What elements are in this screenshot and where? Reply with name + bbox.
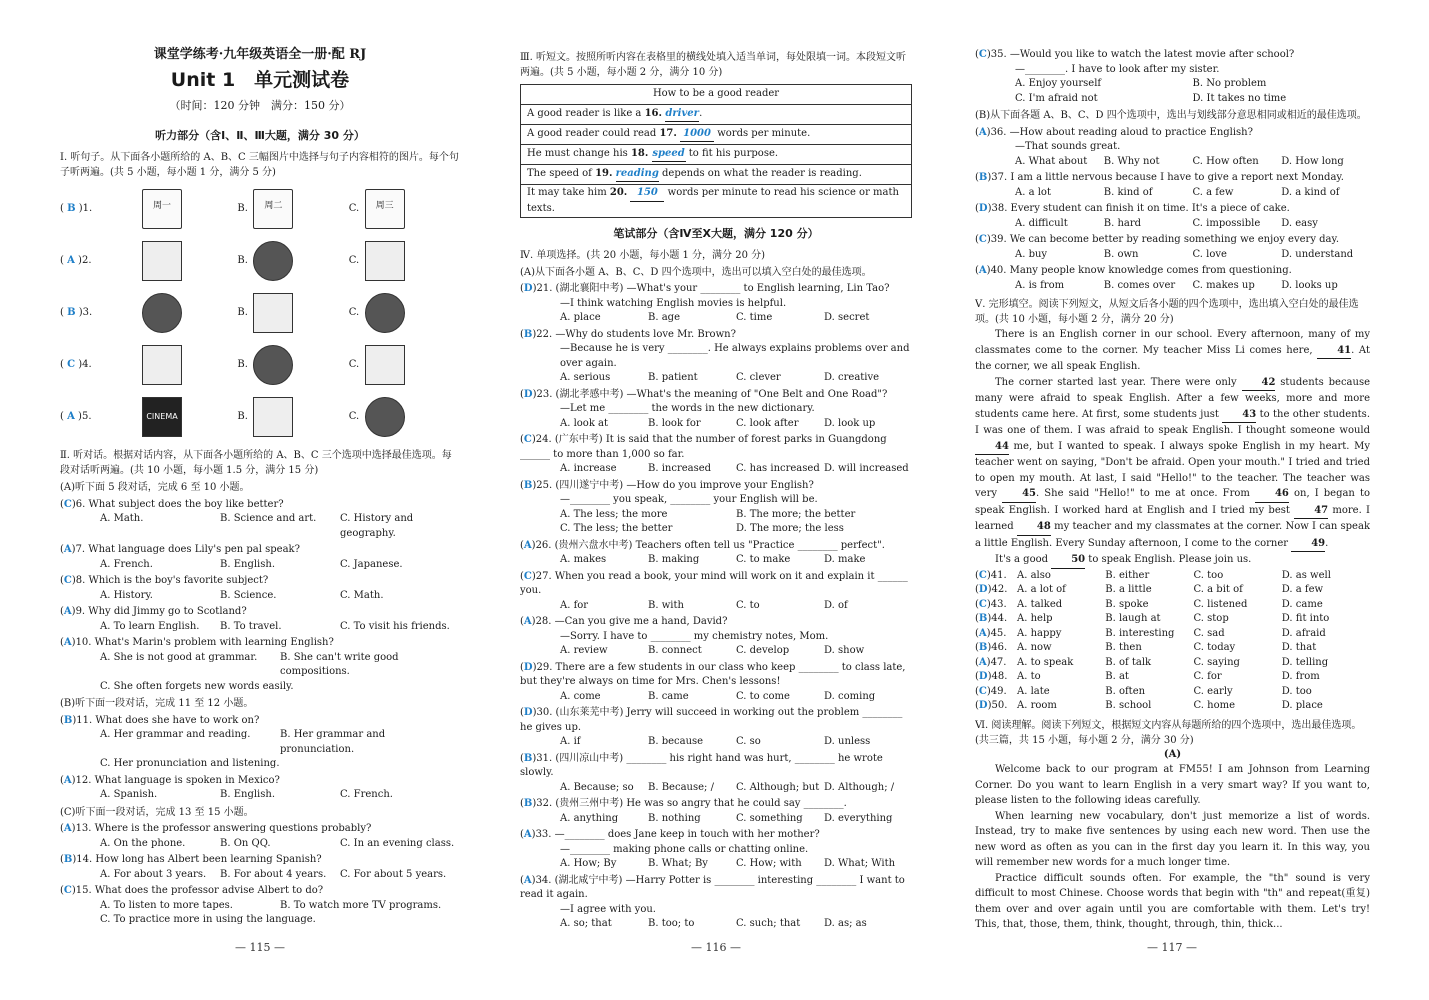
series-title: 课堂学练考·九年级英语全一册·配 RJ: [153, 47, 367, 62]
cloze-paragraph: There is an English corner in our school. Every afternoon, many of my classmates come to the corner. My teacher Miss Li comes here, 41. At the corner, we all speak English.: [975, 329, 1370, 372]
picture-option-image: 周二: [253, 189, 293, 229]
choice-question: (A)34. (湖北咸宁中考) —Harry Potter is ________ interesting ________ I want to read it again.: [520, 874, 905, 901]
cloze-option-row: (D)42. A. a lot of B. a little C. a bit of D. a few: [975, 584, 1324, 595]
picture-option-image: 周一: [142, 189, 182, 229]
page-115: 课堂学练考·九年级英语全一册·配 RJ Unit 1 单元测试卷 （时间：120 分钟 满分：150 分） 听力部分（含Ⅰ、Ⅱ、Ⅲ大题，满分 30 分） Ⅰ. 听句子。从下面各小题所给的 A、B、C 三幅图片中选择与句子内容相符的图片。每个句子听两遍。(共 5 小题，每小题 1 分，满分 5 分) ( B )1. 周一 B. 周二 C. 周三 ( A )2. B. C. ( B )3. B. C. ( C )4. B. C. ( A )5. CINEMA B. C. Ⅱ. 听对话。根据对话内容，从下面各小题所给的 A、B、C 三个选项中选择最佳选项。每段对话听两遍。(共 10 小题，每小题 1.5 分，满分 15 分) (A)听下面 5 段对话，完成 6 至 10 小题。 (C)6. What subject does the boy like better? A. Math. B. Science and art. C. History and geography. (A)7. What language does Lily's pen pal speak? A. French. B. English. C. Japanese. (C)8. Which is the boy's favorite subject? A. History. B. Science. C. Math. (A)9. Why did Jimmy go to Scotland? A. To learn English. B. To travel. C. To visit his friends. (A)10. What's Marin's problem with learning English? A. She is not good at grammar. B. She can't write good compositions. C. She often forgets new words easily. (B)听下面一段对话，完成 11 至 12 小题。 (B)11. What does she have to work on? A. Her grammar and reading. B. Her grammar and pronunciation. C. Her pronunciation and listening. (A)12. What language is spoken in Mexico? A. Spanish. B. English. C. French. (C)听下面一段对话，完成 13 至 15 小题。 (A)13. Where is the professor answering questions probably? A. On the phone. B. On QQ. C. In an evening class. (B)14. How long has Albert been learning Spanish? A. For about 3 years. B. For about 4 years. C. For about 5 years. (C)15. What does the professor advise Albert to do? A. To listen to more tapes. B. To watch more TV programs. C. To practice more in using the language.: [60, 47, 459, 926]
picture-option-image: 周三: [365, 189, 405, 229]
synonym-question: (C)39. We can become better by reading something we enjoy every day.: [975, 234, 1340, 245]
choice-question: (D)29. There are a few students in our class who keep ________ to class late, but they're always on time for Mrs. Chen's lessons!: [520, 661, 906, 688]
cloze-option-row: (A)47. A. to speak B. of talk C. saying D. telling: [975, 656, 1329, 668]
choice-question: (D)23. (湖北孝感中考) —What's the meaning of "One Belt and One Road"?: [520, 388, 888, 400]
picture-option-image: [253, 397, 293, 437]
picture-question: ( B )1. 周一 B. 周二 C. 周三: [60, 186, 460, 232]
table-row: A good reader is like a 16. driver.: [521, 105, 912, 125]
choice-question: (B)32. (贵州三州中考) He was so angry that he could say ________.: [520, 798, 847, 810]
picture-option-image: [253, 293, 293, 333]
cloze-option-row: (C)43. A. talked B. spoke C. listened D. came: [975, 598, 1323, 610]
choice-question: (A)33. —________ does Jane keep in touch with her mother?: [520, 829, 820, 841]
reading-paragraph: Practice difficult sounds often. For example, the "th" sound is very difficult to most Chinese. Choose words that begin with "th" and repeat(重复) them over and over again until you are comfortable with them. Let's try! This, that, those, them, think, thought, through, thin, thick...: [975, 872, 1370, 930]
picture-question: ( A )5. CINEMA B. C.: [60, 394, 460, 440]
table-row: He must change his 18. speed to fit his purpose.: [521, 145, 912, 165]
questions-36-40: (A)36. —How about reading aloud to practice English? —That sounds great. A. What about B. Why not C. How often D. How long (B)37. I am a little nervous because I have to give a report next Monday. A. a lot B. kind of C. a few D. a kind of (D)38. Every student can finish it on time. It's a piece of cake. A. difficult B. hard C. impossible D. easy (C)39. We can become better by reading something we enjoy every day. A. buy B. own C. love D. understand (A)40. Many people know knowledge comes from questioning. A. is from B. comes over C. makes up D. looks up: [975, 126, 1370, 294]
picture-option-image: [365, 397, 405, 437]
reading-paragraph: Welcome back to our program at FM55! I am Johnson from Learning Corner. Do you want to learn English in a very smart way? If you want to, please listen to the following ideas carefully.: [975, 764, 1370, 806]
cloze-option-row: (C)41. A. also B. either C. too D. as well: [975, 569, 1331, 581]
table-header: How to be a good reader: [521, 85, 912, 105]
synonym-question: (A)36. —How about reading aloud to practice English?: [975, 126, 1253, 138]
table-row: It may take him 20. 150 words per minute to read his science or math texts.: [521, 185, 912, 218]
cloze-options: [975, 569, 1370, 714]
table-row: The speed of 19. reading depends on what the reader is reading.: [521, 165, 912, 185]
unit-title: Unit 1 单元测试卷: [170, 68, 350, 91]
cloze-option-row: (B)44. A. help B. laugh at C. stop D. fit into: [975, 613, 1330, 624]
picture-option-image: [142, 345, 182, 385]
exam-meta: （时间：120 分钟 满分：150 分）: [169, 99, 351, 113]
choice-question: (D)21. (湖北襄阳中考) —What's your ________ to English learning, Lin Tao?: [520, 283, 890, 295]
choice-question: (D)30. (山东莱芜中考) Jerry will succeed in working out the problem ________ he gives up.: [520, 707, 903, 733]
part4b-instruction: (B)从下面各题 A、B、C、D 四个选项中，选出与划线部分意思相同或相近的最佳选项。: [975, 110, 1367, 121]
picture-option-image: [253, 241, 293, 281]
table-row: A good reader could read 17. 1000 words per minute.: [521, 125, 912, 145]
choice-question: (C)24. (广东中考) It is said that the number of forest parks in Guangdong ______ to more than 1,000 so far.: [520, 434, 887, 460]
choice-question: (B)31. (四川凉山中考) ________ his right hand was hurt, ________ he wrote slowly.: [520, 752, 883, 779]
cloze-passage: [975, 327, 1370, 569]
choice-question: (B)22. —Why do students love Mr. Brown?: [520, 328, 736, 340]
listening-question: (C)6. What subject does the boy like better?: [60, 498, 284, 510]
cloze-option-row: (C)49. A. late B. often C. early D. too: [975, 685, 1312, 697]
synonym-question: (B)37. I am a little nervous because I have to give a report next Monday.: [975, 172, 1344, 183]
question-13: (A)13. Where is the professor answering questions probably?: [60, 823, 372, 835]
question-10: (A)10. What's Marin's problem with learning English?: [60, 637, 334, 649]
choice-question: (C)27. When you read a book, your mind will work on it and explain it ______ you.: [520, 570, 908, 597]
cloze-paragraph: It's a good 50 to speak English. Please join us.: [975, 552, 1370, 569]
choice-question: (A)28. —Can you give me a hand, David?: [520, 616, 728, 628]
listening-question: (C)8. Which is the boy's favorite subject?: [60, 575, 269, 587]
question-14: (B)14. How long has Albert been learning Spanish?: [60, 854, 322, 866]
part2b-instruction: (B)听下面一段对话，完成 11 至 12 小题。: [60, 698, 254, 710]
question-11: (B)11. What does she have to work on?: [60, 714, 260, 726]
listening-section-title: 听力部分（含Ⅰ、Ⅱ、Ⅲ大题，满分 30 分）: [155, 129, 365, 143]
questions-6-10: (C)6. What subject does the boy like better? A. Math. B. Science and art. C. History and geography. (A)7. What language does Lily's pen pal speak? A. French. B. English. C. Japanese. (C)8. Which is the boy's favorite subject? A. History. B. Science. C. Math. (A)9. Why did Jimmy go to Scotland? A. To learn English. B. To travel. C. To visit his friends.: [60, 498, 460, 635]
part4-title: Ⅳ. 单项选择。(共 20 小题，每小题 1 分，满分 20 分): [520, 249, 766, 261]
listening-question: (A)9. Why did Jimmy go to Scotland?: [60, 606, 247, 618]
picture-option-image: [365, 293, 405, 333]
picture-option-image: [142, 293, 182, 333]
synonym-question: (D)38. Every student can finish it on time. It's a piece of cake.: [975, 203, 1290, 214]
cloze-paragraph: The corner started last year. There were only 42 students because many were afraid to speak English. After a few weeks, more and more students came here. At first, some students just 43 to the other students. I was one of them. I was afraid to speak English. I thought someone would 44 me, but I wanted to speak. I always spoke English in my heart. My teacher went on saying, "Don't be afraid. Open your mouth." I tried and tried to open my mouth. At last, I said "Hello!" to the teacher. The teacher was very 45. She said "Hello!" to me at once. From 46 on, I began to speak English. I worked hard at English and I tried my best 47 more. I learned 48 my teacher and my classmates at the corner. Now I can speak a little English. Every Sunday afternoon, I come to the corner 49.: [975, 375, 1370, 553]
reading-paragraph: When learning new vocabulary, don't just memorize a list of words. Instead, try to make five sentences by using each new word. Then use the new word as often as you can in the first day you learn it. In this way, you will remember new words for a much longer time.: [975, 810, 1370, 868]
page-116: [520, 46, 912, 976]
part4a-instruction: (A)从下面各小题 A、B、C、D 四个选项中，选出可以填入空白处的最佳选项。: [520, 266, 872, 278]
picture-option-image: [365, 241, 405, 281]
cloze-option-row: (A)45. A. happy B. interesting C. sad D. afraid: [975, 627, 1326, 639]
question-12: (A)12. What language is spoken in Mexico?: [60, 774, 280, 786]
listening-question: (A)7. What language does Lily's pen pal speak?: [60, 544, 300, 556]
part5-title: Ⅴ. 完形填空。阅读下列短文，从短文后各小题的四个选项中，选出填入空白处的最佳选项。(共 10 小题，每小题 2 分，满分 20 分): [975, 299, 1359, 325]
picture-question: ( C )4. B. C.: [60, 342, 460, 388]
page-number: — 115 —: [235, 941, 285, 954]
cloze-option-row: (B)46. A. now B. then C. today D. that: [975, 642, 1317, 653]
question-15: (C)15. What does the professor advise Albert to do?: [60, 885, 324, 897]
part2c-instruction: (C)听下面一段对话，完成 13 至 15 小题。: [60, 806, 254, 818]
part6-title: Ⅵ. 阅读理解。阅读下列短文，根据短文内容从每题所给的四个选项中，选出最佳选项。(共三篇，共 15 小题，每小题 2 分，满分 30 分): [975, 719, 1362, 746]
part1-title: Ⅰ. 听句子。从下面各小题所给的 A、B、C 三幅图片中选择与句子内容相符的图片。每个句子听两遍。(共 5 小题，每小题 1 分，满分 5 分): [60, 152, 459, 179]
written-section-title: 笔试部分（含Ⅳ至Ⅹ大题，满分 120 分）: [613, 227, 819, 240]
synonym-question: (A)40. Many people know knowledge comes from questioning.: [975, 265, 1292, 276]
part2-title: Ⅱ. 听对话。根据对话内容，从下面各小题所给的 A、B、C 三个选项中选择最佳选项。每段对话听两遍。(共 10 小题，每小题 1.5 分，满分 15 分): [60, 450, 452, 477]
picture-questions: [60, 186, 460, 440]
picture-option-image: CINEMA: [142, 397, 182, 437]
picture-option-image: [253, 345, 293, 385]
choice-question: (B)25. (四川遂宁中考) —How do you improve your English?: [520, 479, 814, 491]
choice-question: (A)26. (贵州六盘水中考) Teachers often tell us "Practice ________ perfect".: [520, 539, 885, 551]
part3-title: Ⅲ. 听短文。按照所听内容在表格里的横线处填入适当单词，每处限填一词。本段短文听两遍。(共 5 小题，每小题 2 分，满分 10 分): [520, 52, 907, 78]
fill-in-table: [520, 84, 912, 218]
part2a-instruction: (A)听下面 5 段对话，完成 6 至 10 小题。: [60, 482, 250, 494]
picture-option-image: [365, 345, 405, 385]
cloze-option-row: (D)50. A. room B. school C. home D. place: [975, 700, 1323, 711]
picture-question: ( A )2. B. C.: [60, 238, 460, 284]
question-35: (C)35. —Would you like to watch the latest movie after school?: [975, 49, 1295, 60]
passage-a-label: (A): [1163, 748, 1182, 760]
picture-question: ( B )3. B. C.: [60, 290, 460, 336]
questions-21-34: (D)21. (湖北襄阳中考) —What's your ________ to English learning, Lin Tao? —I think watching English movies is helpful. A. place B. age C. time D. secret (B)22. —Why do students love Mr. Brown? —Because he is very ________. He always explains problems over and over again. A. serious B. patient C. clever D. creative (D)23. (湖北孝感中考) —What's the meaning of "One Belt and One Road"? —Let me ________ the words in the new dictionary. A. look at B. look for C. look after D. look up (C)24. (广东中考) It is said that the number of forest parks in Guangdong ______ to more than 1,000 so far. A. increase B. increased C. has increased D. will increased (B)25. (四川遂宁中考) —How do you improve your English? —________ you speak, ________ your English will be. A. The less; the more B. The more; the better C. The less; the better D. The more; the less (A)26. (贵州六盘水中考) Teachers often tell us "Practice ________ perfect". A. makes B. making C. to make D. make (C)27. When you read a book, your mind will work on it and explain it ______ you. A. for B. with C. to D. of (A)28. —Can you give me a hand, David? —Sorry. I have to ________ my chemistry notes, Mom. A. review B. connect C. develop D. show (D)29. There are a few students in our class who keep ________ to class late, but they're always on time for Mrs. Chen's lessons! A. come B. came C. to come D. coming (D)30. (山东莱芜中考) Jerry will succeed in working out the problem ________ he gives up. A. if B. because C. so D. unless (B)31. (四川凉山中考) ________ his right hand was hurt, ________ he wrote slowly. A. Because; so B. Because; / C. Although; but D. Although; / (B)32. (贵州三州中考) He was so angry that he could say ________. A. anything B. nothing C. something D. everything (A)33. —________ does Jane keep in touch with her mother? —________ making phone calls or chatting online. A. How; By B. What; By C. How; with D. What; With (A)34. (湖北咸宁中考) —Harry Potter is ________ interesting ________ I want to read it again. —I agree with you. A. so; that B. too; to C. such; that D. as; as: [520, 282, 912, 932]
page-117: (C)35. —Would you like to watch the latest movie after school? —________. I have to look after my sister. A. Enjoy yourself B. No problem C. I'm afraid not D. It takes no time (B)从下面各题 A、B、C、D 四个选项中，选出与划线部分意思相同或相近的最佳选项。 (A)36. —How about reading aloud to practice English? —That sounds great. A. What about B. Why not C. How often D. How long (B)37. I am a little nervous because I have to give a report next Monday. A. a lot B. kind of C. a few D. a kind of (D)38. Every student can finish it on time. It's a piece of cake. A. difficult B. hard C. impossible D. easy (C)39. We can become better by reading something we enjoy every day. A. buy B. own C. love D. understand (A)40. Many people know knowledge comes from questioning. A. is from B. comes over C. makes up D. looks up Ⅴ. 完形填空。阅读下列短文，从短文后各小题的四个选项中，选出填入空白处的最佳选项。(共 10 小题，每小题 2 分，满分 20 分) There is an English corner in our school. Every afternoon, many of my classmates come to the corner. My teacher Miss Li comes here, 41. At the corner, we all speak English. The corner started last year. There were only 42 students because many were afraid to speak English. After a few weeks, more and more students came here. At first, some students just 43 to the other students. I was one of them. I was afraid to speak English. I thought someone would 44 me, but I wanted to speak. I always spoke English in my heart. My teacher went on saying, "Don't be afraid. Open your mouth." I tried and tried to open my mouth. At last, I said "Hello!" to the teacher. The teacher was very 45. She said "Hello!" to me at once. From 46 on, I began to speak English. I worked hard at English and I tried my best 47 more. I learned 48 my teacher and my classmates at the corner. Now I can speak a little English. Every Sunday afternoon, I come to the corner 49. It's a good 50 to speak English. Please join us. (C)41. A. also B. either C. too D. as well (D)42. A. a lot of B. a little C. a bit of D. a few (C)43. A. talked B. spoke C. listened D. came (B)44. A. help B. laugh at C. stop D. fit into (A)45. A. happy B. interesting C. sad D. afraid (B)46. A. now B. then C. today D. that (A)47. A. to speak B. of talk C. saying D. telling (D)48. A. to B. at C. for D. from (C)49. A. late B. often C. early D. too (D)50. A. room B. school C. home D. place Ⅵ. 阅读理解。阅读下列短文，根据短文内容从每题所给的四个选项中，选出最佳选项。(共三篇，共 15 小题，每小题 2 分，满分 30 分) (A) Welcome back to our program at FM55! I am Johnson from Learning Corner. Do you want to learn English in a very smart way? If you want to, please listen to the following ideas carefully. When learning new vocabulary, don't just memorize a list of words. Instead, try to make five sentences by using each new word. Then use the new word as often as you can in the first day you learn it. In this way, you will remember new words for a much longer time. Practice difficult sounds often. For example, the "th" sound is very difficult to most Chinese. Choose words that begin with "th" and repeat(重复) them over and over again until you are comfortable with them. Let's try! This, that, those, them, think, thought, through, thin, thick...: [975, 46, 1370, 976]
cloze-option-row: (D)48. A. to B. at C. for D. from: [975, 671, 1320, 682]
page-number: — 117 —: [1147, 941, 1197, 954]
reading-passage-a: [975, 762, 1370, 933]
picture-option-image: [142, 241, 182, 281]
page-number: — 116 —: [691, 941, 741, 954]
